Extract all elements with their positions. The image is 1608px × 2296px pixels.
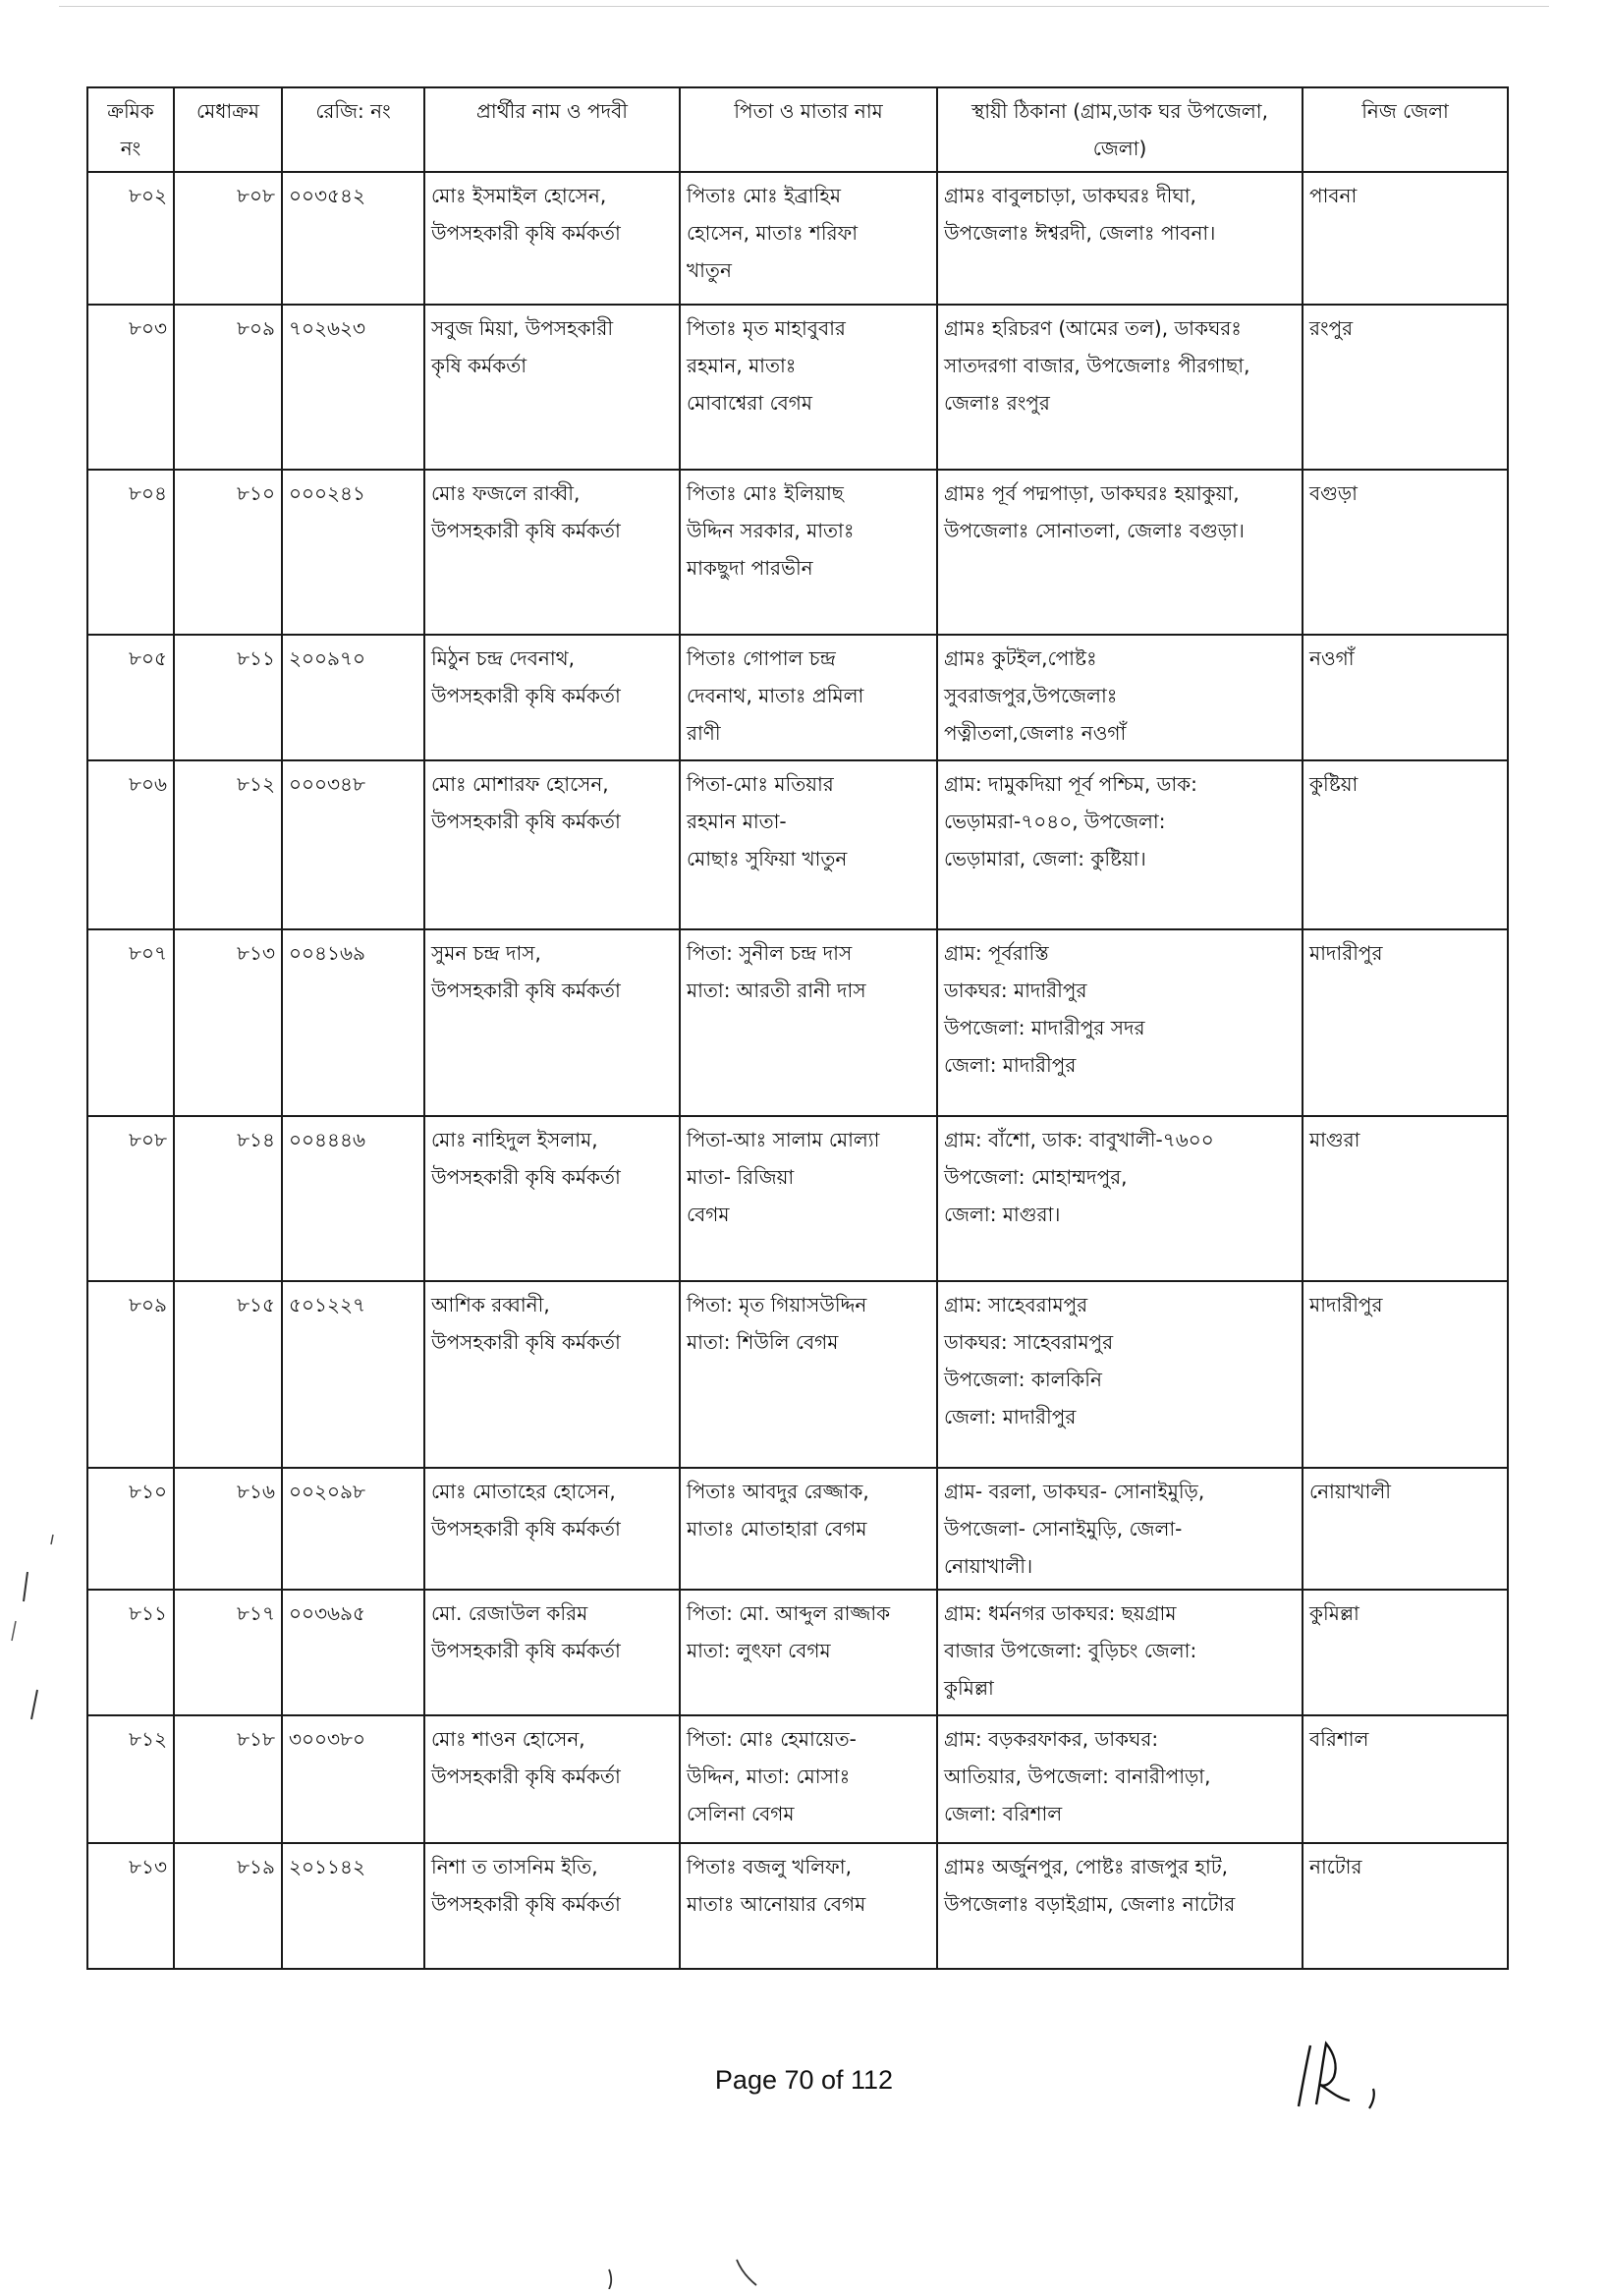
cell-home-district: পাবনা xyxy=(1303,172,1508,305)
cell-name-designation-line: উপসহকারী কৃষি কর্মকর্তা xyxy=(431,979,621,1002)
cell-merit: ৮১২ xyxy=(174,760,282,929)
table-row xyxy=(87,172,1508,305)
top-edge-rule xyxy=(59,6,1549,7)
cell-name-designation xyxy=(424,760,680,929)
cell-reg-no: ০০০২৪১ xyxy=(282,470,424,635)
cell-merit: ৮১৩ xyxy=(174,929,282,1116)
cell-name-designation-line: আশিক রব্বানী, xyxy=(431,1293,550,1316)
table-row xyxy=(87,929,1508,1116)
cell-home-district: মাদারীপুর xyxy=(1303,929,1508,1116)
cell-address-line: উপজেলা: মোহাম্মদপুর, xyxy=(944,1165,1128,1189)
cell-address xyxy=(937,1116,1303,1281)
table-row xyxy=(87,1590,1508,1715)
cell-parents xyxy=(680,305,937,470)
cell-name-designation-line: উপসহকারী কৃষি কর্মকর্তা xyxy=(431,684,621,707)
cell-parents-line: পিতাঃ মৃত মাহাবুবার xyxy=(687,316,846,340)
cell-parents xyxy=(680,635,937,760)
cell-home-district: মাদারীপুর xyxy=(1303,1281,1508,1468)
cell-serial: ৮০৪ xyxy=(87,470,174,635)
cell-address xyxy=(937,1281,1303,1468)
cell-address-line: কুমিল্লা xyxy=(944,1676,994,1700)
cell-parents-line: পিতাঃ গোপাল চন্দ্র xyxy=(687,646,836,670)
cell-name-designation-line: উপসহকারী কৃষি কর্মকর্তা xyxy=(431,810,621,833)
cell-address-line: আতিয়ার, উপজেলা: বানারীপাড়া, xyxy=(944,1764,1211,1788)
cell-address-line: জেলা: মাদারীপুর xyxy=(944,1405,1077,1428)
cell-parents-line: মোছাঃ সুফিয়া খাতুন xyxy=(687,847,848,870)
cell-parents xyxy=(680,1715,937,1843)
cell-name-designation-line: মোঃ মোতাহের হোসেন, xyxy=(431,1480,616,1503)
cell-merit: ৮১৭ xyxy=(174,1590,282,1715)
cell-parents-line: মাতা: আরতী রানী দাস xyxy=(687,979,866,1002)
cell-name-designation-line: মোঃ নাহিদুল ইসলাম, xyxy=(431,1128,598,1151)
cell-address xyxy=(937,470,1303,635)
cell-merit: ৮১৫ xyxy=(174,1281,282,1468)
cell-address xyxy=(937,1590,1303,1715)
cell-address-line: ডাকঘর: মাদারীপুর xyxy=(944,979,1087,1002)
cell-address-line: গ্রামঃ হরিচরণ (আমের তল), ডাকঘরঃ xyxy=(944,316,1242,340)
cell-address xyxy=(937,172,1303,305)
header-home-district: নিজ জেলা xyxy=(1303,87,1508,172)
cell-serial: ৮১২ xyxy=(87,1715,174,1843)
page-number: Page 70 of 112 xyxy=(714,2065,894,2095)
cell-home-district: বগুড়া xyxy=(1303,470,1508,635)
cell-parents-line: দেবনাথ, মাতাঃ প্রমিলা xyxy=(687,684,864,707)
cell-home-district: মাগুরা xyxy=(1303,1116,1508,1281)
table-row xyxy=(87,635,1508,760)
cell-name-designation xyxy=(424,929,680,1116)
cell-parents xyxy=(680,1281,937,1468)
cell-address-line: নোয়াখালী। xyxy=(944,1554,1033,1578)
cell-merit: ৮১৮ xyxy=(174,1715,282,1843)
cell-parents xyxy=(680,1116,937,1281)
cell-parents-line: মাতাঃ মোতাহারা বেগম xyxy=(687,1517,867,1540)
cell-home-district: কুষ্টিয়া xyxy=(1303,760,1508,929)
cell-reg-no: ৭০২৬২৩ xyxy=(282,305,424,470)
cell-parents xyxy=(680,172,937,305)
cell-name-designation-line: নিশা ত তাসনিম ইতি, xyxy=(431,1855,598,1878)
cell-name-designation xyxy=(424,1281,680,1468)
cell-parents-line: রাণী xyxy=(687,721,721,745)
cell-address xyxy=(937,1715,1303,1843)
cell-address-line: গ্রাম: ধর্মনগর ডাকঘর: ছয়গ্রাম xyxy=(944,1601,1177,1625)
cell-address-line: গ্রাম: পূর্বরাস্তি xyxy=(944,941,1049,965)
table-row xyxy=(87,760,1508,929)
cell-name-designation xyxy=(424,1468,680,1590)
cell-name-designation-line: মোঃ ফজলে রাব্বী, xyxy=(431,481,581,505)
cell-name-designation xyxy=(424,1715,680,1843)
cell-merit: ৮১৯ xyxy=(174,1843,282,1969)
cell-parents-line: রহমান মাতা- xyxy=(687,810,787,833)
cell-reg-no: ২০১১৪২ xyxy=(282,1843,424,1969)
cell-name-designation-line: মোঃ শাওন হোসেন, xyxy=(431,1727,585,1751)
header-name-designation: প্রার্থীর নাম ও পদবী xyxy=(424,87,680,172)
cell-merit: ৮১৪ xyxy=(174,1116,282,1281)
cell-name-designation xyxy=(424,1116,680,1281)
cell-address xyxy=(937,305,1303,470)
cell-address-line: গ্রামঃ বাবুলচাড়া, ডাকঘরঃ দীঘা, xyxy=(944,184,1196,207)
cell-parents-line: মোবাশ্বেরা বেগম xyxy=(687,391,813,415)
cell-serial: ৮১১ xyxy=(87,1590,174,1715)
cell-merit: ৮০৮ xyxy=(174,172,282,305)
cell-address-line: গ্রাম- বরলা, ডাকঘর- সোনাইমুড়ি, xyxy=(944,1480,1205,1503)
cell-home-district: নাটোর xyxy=(1303,1843,1508,1969)
cell-reg-no: ০০০৩৪৮ xyxy=(282,760,424,929)
cell-name-designation-line: উপসহকারী কৃষি কর্মকর্তা xyxy=(431,1165,621,1189)
cell-parents-line: উদ্দিন সরকার, মাতাঃ xyxy=(687,519,855,542)
cell-parents-line: বেগম xyxy=(687,1203,730,1226)
cell-parents-line: পিতা-আঃ সালাম মোল্যা xyxy=(687,1128,880,1151)
cell-home-district: নোয়াখালী xyxy=(1303,1468,1508,1590)
cell-name-designation-line: উপসহকারী কৃষি কর্মকর্তা xyxy=(431,221,621,245)
cell-address-line: উপজেলা- সোনাইমুড়ি, জেলা- xyxy=(944,1517,1183,1540)
cell-reg-no: ০০৩৬৯৫ xyxy=(282,1590,424,1715)
cell-parents-line: রহমান, মাতাঃ xyxy=(687,354,797,377)
cell-address-line: উপজেলা: কালকিনি xyxy=(944,1368,1102,1391)
cell-parents-line: পিতাঃ মোঃ ইব্রাহিম xyxy=(687,184,841,207)
cell-address-line: বাজার উপজেলা: বুড়িচং জেলা: xyxy=(944,1639,1197,1662)
cell-parents xyxy=(680,929,937,1116)
cell-serial: ৮১০ xyxy=(87,1468,174,1590)
cell-parents-line: পিতা: মো. আব্দুল রাজ্জাক xyxy=(687,1601,891,1625)
cell-name-designation-line: মোঃ ইসমাইল হোসেন, xyxy=(431,184,607,207)
cell-parents xyxy=(680,760,937,929)
header-merit: মেধাক্রম xyxy=(174,87,282,172)
cell-parents xyxy=(680,470,937,635)
cell-reg-no: ০০৩৫৪২ xyxy=(282,172,424,305)
cell-parents xyxy=(680,1590,937,1715)
cell-reg-no: ০০২০৯৮ xyxy=(282,1468,424,1590)
cell-parents-line: মাতা: লুৎফা বেগম xyxy=(687,1639,831,1662)
cell-home-district: নওগাঁ xyxy=(1303,635,1508,760)
cell-home-district: রংপুর xyxy=(1303,305,1508,470)
cell-address-line: ডাকঘর: সাহেবরামপুর xyxy=(944,1330,1114,1354)
cell-parents-line: পিতাঃ মোঃ ইলিয়াছ xyxy=(687,481,844,505)
cell-address xyxy=(937,929,1303,1116)
cell-parents-line: মাকছুদা পারভীন xyxy=(687,556,813,580)
cell-name-designation-line: উপসহকারী কৃষি কর্মকর্তা xyxy=(431,1764,621,1788)
table-row xyxy=(87,1468,1508,1590)
header-serial: ক্রমিক নং xyxy=(87,87,174,172)
cell-name-designation-line: উপসহকারী কৃষি কর্মকর্তা xyxy=(431,1892,621,1916)
cell-parents-line: পিতাঃ আবদুর রেজ্জাক, xyxy=(687,1480,869,1503)
cell-parents-line: মাতাঃ আনোয়ার বেগম xyxy=(687,1892,866,1916)
cell-address-line: জেলা: বরিশাল xyxy=(944,1802,1063,1825)
cell-name-designation-line: উপসহকারী কৃষি কর্মকর্তা xyxy=(431,1517,621,1540)
header-reg-no: রেজি: নং xyxy=(282,87,424,172)
cell-name-designation xyxy=(424,1843,680,1969)
header-parents: পিতা ও মাতার নাম xyxy=(680,87,937,172)
cell-address-line: গ্রাম: সাহেবরামপুর xyxy=(944,1293,1088,1316)
cell-address-line: উপজেলাঃ সোনাতলা, জেলাঃ বগুড়া। xyxy=(944,519,1245,542)
candidate-table xyxy=(86,86,1509,1970)
cell-address-line: গ্রামঃ কুটইল,পোষ্টঃ xyxy=(944,646,1097,670)
cell-reg-no: ০০৪১৬৯ xyxy=(282,929,424,1116)
cell-merit: ৮০৯ xyxy=(174,305,282,470)
cell-home-district: কুমিল্লা xyxy=(1303,1590,1508,1715)
cell-parents-line: পিতা-মোঃ মতিয়ার xyxy=(687,772,834,796)
cell-serial: ৮০৬ xyxy=(87,760,174,929)
cell-serial: ৮১৩ xyxy=(87,1843,174,1969)
cell-address-line: উপজেলা: মাদারীপুর সদর xyxy=(944,1016,1145,1039)
cell-parents-line: সেলিনা বেগম xyxy=(687,1802,795,1825)
table-row xyxy=(87,305,1508,470)
cell-name-designation xyxy=(424,305,680,470)
cell-name-designation xyxy=(424,1590,680,1715)
cell-address-line: গ্রাম: দামুকদিয়া পূর্ব পশ্চিম, ডাক: xyxy=(944,772,1197,796)
cell-name-designation xyxy=(424,172,680,305)
signature-mark xyxy=(1277,2026,1424,2114)
cell-parents-line: খাতুন xyxy=(687,258,732,282)
cell-address xyxy=(937,635,1303,760)
cell-name-designation-line: উপসহকারী কৃষি কর্মকর্তা xyxy=(431,1330,621,1354)
table-row xyxy=(87,1843,1508,1969)
header-address: স্থায়ী ঠিকানা (গ্রাম,ডাক ঘর উপজেলা, জেলা) xyxy=(937,87,1303,172)
cell-address-line: সুবরাজপুর,উপজেলাঃ xyxy=(944,684,1118,707)
table-row xyxy=(87,1715,1508,1843)
cell-serial: ৮০৫ xyxy=(87,635,174,760)
cell-name-designation-line: সুমন চন্দ্র দাস, xyxy=(431,941,541,965)
cell-reg-no: ২০০৯৭০ xyxy=(282,635,424,760)
table-row xyxy=(87,1281,1508,1468)
cell-parents-line: পিতাঃ বজলু খলিফা, xyxy=(687,1855,852,1878)
cell-name-designation-line: উপসহকারী কৃষি কর্মকর্তা xyxy=(431,519,621,542)
cell-merit: ৮১৬ xyxy=(174,1468,282,1590)
cell-address-line: জেলা: মাদারীপুর xyxy=(944,1053,1077,1077)
cell-parents-line: পিতা: মোঃ হেমায়েত- xyxy=(687,1727,857,1751)
cell-name-designation xyxy=(424,635,680,760)
cell-name-designation-line: মোঃ মোশারফ হোসেন, xyxy=(431,772,609,796)
cell-address-line: গ্রাম: বড়করফাকর, ডাকঘর: xyxy=(944,1727,1159,1751)
cell-address-line: গ্রামঃ অর্জুনপুর, পোষ্টঃ রাজপুর হাট, xyxy=(944,1855,1229,1878)
cell-parents-line: হোসেন, মাতাঃ শরিফা xyxy=(687,221,859,245)
cell-reg-no: ০০৪৪৪৬ xyxy=(282,1116,424,1281)
cell-name-designation-line: সবুজ মিয়া, উপসহকারী xyxy=(431,316,614,340)
bottom-pen-mark xyxy=(589,2230,825,2289)
table-header-row xyxy=(87,87,1508,172)
cell-parents xyxy=(680,1468,937,1590)
cell-name-designation xyxy=(424,470,680,635)
cell-name-designation-line: মো. রেজাউল করিম xyxy=(431,1601,588,1625)
cell-address-line: গ্রাম: বাঁশো, ডাক: বাবুখালী-৭৬০০ xyxy=(944,1128,1214,1151)
cell-parents xyxy=(680,1843,937,1969)
cell-parents-line: মাতা- রিজিয়া xyxy=(687,1165,795,1189)
cell-address xyxy=(937,760,1303,929)
cell-reg-no: ৫০১২২৭ xyxy=(282,1281,424,1468)
cell-parents-line: পিতা: মৃত গিয়াসউদ্দিন xyxy=(687,1293,867,1316)
margin-pen-mark xyxy=(8,1533,67,1729)
cell-parents-line: পিতা: সুনীল চন্দ্র দাস xyxy=(687,941,853,965)
cell-reg-no: ৩০০৩৮০ xyxy=(282,1715,424,1843)
cell-address xyxy=(937,1468,1303,1590)
table-row xyxy=(87,470,1508,635)
cell-address-line: পত্নীতলা,জেলাঃ নওগাঁ xyxy=(944,721,1127,745)
cell-address-line: উপজেলাঃ বড়াইগ্রাম, জেলাঃ নাটোর xyxy=(944,1892,1236,1916)
cell-name-designation-line: মিঠুন চন্দ্র দেবনাথ, xyxy=(431,646,575,670)
cell-serial: ৮০৮ xyxy=(87,1116,174,1281)
cell-parents-line: মাতা: শিউলি বেগম xyxy=(687,1330,839,1354)
cell-address-line: ভেড়ামরা-৭০৪০, উপজেলা: xyxy=(944,810,1166,833)
cell-address-line: সাতদরগা বাজার, উপজেলাঃ পীরগাছা, xyxy=(944,354,1250,377)
cell-address-line: জেলা: মাগুরা। xyxy=(944,1203,1061,1226)
cell-home-district: বরিশাল xyxy=(1303,1715,1508,1843)
cell-name-designation-line: উপসহকারী কৃষি কর্মকর্তা xyxy=(431,1639,621,1662)
cell-address-line: ভেড়ামারা, জেলা: কুষ্টিয়া। xyxy=(944,847,1146,870)
cell-parents-line: উদ্দিন, মাতা: মোসাঃ xyxy=(687,1764,851,1788)
cell-address-line: উপজেলাঃ ঈশ্বরদী, জেলাঃ পাবনা। xyxy=(944,221,1216,245)
cell-serial: ৮০৭ xyxy=(87,929,174,1116)
cell-name-designation-line: কৃষি কর্মকর্তা xyxy=(431,354,527,377)
cell-serial: ৮০৯ xyxy=(87,1281,174,1468)
cell-address xyxy=(937,1843,1303,1969)
cell-serial: ৮০৩ xyxy=(87,305,174,470)
cell-address-line: জেলাঃ রংপুর xyxy=(944,391,1050,415)
cell-address-line: গ্রামঃ পূর্ব পদ্মপাড়া, ডাকঘরঃ হয়াকুয়া, xyxy=(944,481,1240,505)
table-row xyxy=(87,1116,1508,1281)
cell-serial: ৮০২ xyxy=(87,172,174,305)
cell-merit: ৮১০ xyxy=(174,470,282,635)
cell-merit: ৮১১ xyxy=(174,635,282,760)
